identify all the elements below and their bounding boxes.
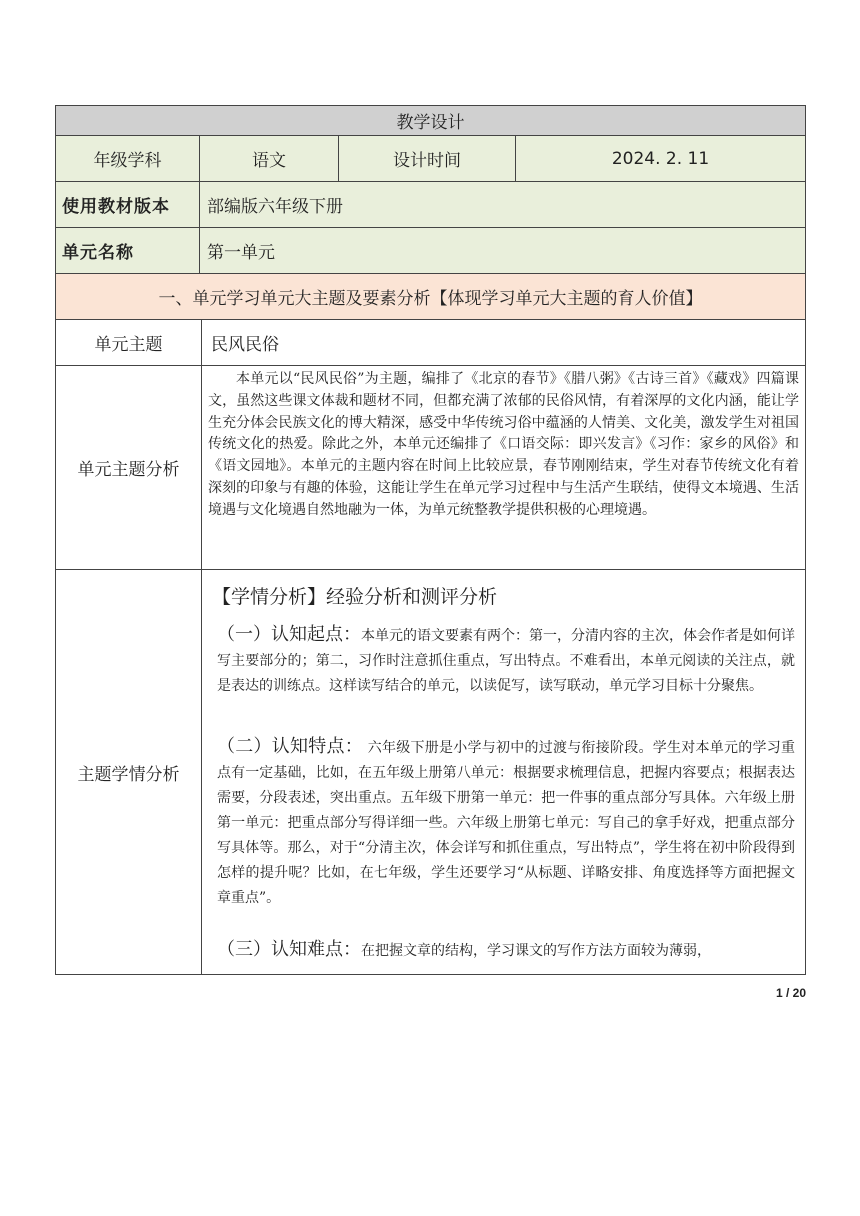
section1-title-row xyxy=(55,274,806,320)
design-time-label: 设计时间 xyxy=(338,136,515,181)
cognitive-features-text: 六年级下册是小学与初中的过渡与衔接阶段。学生对本单元的学习重点有一定基础，比如，在五年级上册第八单元：根据要求梳理信息，把握内容要点；根据表达需要，分段表述，突出重点。五年级下册第一单元：把一件事的重点部分写具体。六年级上册第一单元：把重点部分写得详细一些。六年级上册第七单元：写自己的拿手好戏，把重点部分写具体等。那么，对于“分清主次，体会详写和抓住重点，写出特点”，学生将在初中阶段得到怎样的提升呢？比如，在七年级，学生还要学习“从标题、详略安排、角度选择等方面把握文章重点”。 xyxy=(217,740,796,906)
cognitive-difficulty-text: 在把握文章的结构，学习课文的写作方法方面较为薄弱， xyxy=(361,943,711,959)
textbook-value: 部编版六年级下册 xyxy=(199,182,805,227)
grade-subject-value: 语文 xyxy=(199,136,338,181)
learner-analysis-row xyxy=(55,570,806,975)
unit-name-label: 单元名称 xyxy=(62,243,134,263)
cognitive-start-heading: （一）认知起点： xyxy=(217,624,361,644)
unit-name-row xyxy=(55,228,806,274)
unit-analysis-label: 单元主题分析 xyxy=(77,460,180,480)
unit-name-value: 第一单元 xyxy=(199,228,805,273)
unit-analysis-cell xyxy=(201,366,805,569)
learner-analysis-cell xyxy=(201,570,805,974)
page-number: 1 / 20 xyxy=(775,986,806,1000)
unit-analysis-row xyxy=(55,366,806,570)
unit-theme-value: 民风民俗 xyxy=(201,320,805,365)
grade-subject-label: 年级学科 xyxy=(93,151,162,171)
textbook-row xyxy=(55,182,806,228)
learner-heading: 【学情分析】经验分析和测评分析 xyxy=(212,587,498,608)
section1-title: 一、单元学习单元大主题及要素分析【体现学习单元大主题的育人价值】 xyxy=(158,289,703,309)
cognitive-features-heading: （二）认知特点： xyxy=(217,736,364,756)
unit-theme-row xyxy=(55,320,806,366)
design-time-value: 2024. 2. 11 xyxy=(515,136,805,181)
cognitive-features-paragraph xyxy=(217,734,795,911)
learner-analysis-label: 主题学情分析 xyxy=(77,764,180,785)
unit-analysis-text: 本单元以“民风民俗”为主题，编排了《北京的春节》《腊八粥》《古诗三首》《藏戏》四篇课文，虽然这些课文体裁和题材不同，但都充满了浓郁的民俗风情，有着深厚的文化内涵，能让学生充分体会民族文化的博大精深，感受中华传统习俗中蕴涵的人情美、文化美，激发学生对祖国传统文化的热爱。除此之外，本单元还编排了《口语交际：即兴发言》《习作：家乡的风俗》和《语文园地》。本单元的主题内容在时间上比较应景，春节刚刚结束，学生对春节传统文化有着深刻的印象与有趣的体验，这能让学生在单元学习过程中与生活产生联结，使得文本境遇、生活境遇与文化境遇自然地融为一体，为单元统整教学提供积极的心理境遇。 xyxy=(208,371,799,518)
document-title: 教学设计 xyxy=(396,113,465,133)
cognitive-difficulty-heading: （三）认知难点： xyxy=(217,939,361,959)
unit-theme-label: 单元主题 xyxy=(94,335,163,355)
table-title-row xyxy=(55,105,806,136)
cognitive-difficulty-paragraph xyxy=(217,937,795,964)
grade-row xyxy=(55,136,806,182)
textbook-label: 使用教材版本 xyxy=(62,197,170,217)
cognitive-start-paragraph xyxy=(217,622,795,699)
cognitive-start-text: 本单元的语文要素有两个：第一，分清内容的主次，体会作者是如何详写主要部分的；第二，习作时注意抓住重点，写出特点。不难看出，本单元阅读的关注点，就是表达的训练点。这样读写结合的单元，以读促写，读写联动，单元学习目标十分聚焦。 xyxy=(217,628,795,694)
